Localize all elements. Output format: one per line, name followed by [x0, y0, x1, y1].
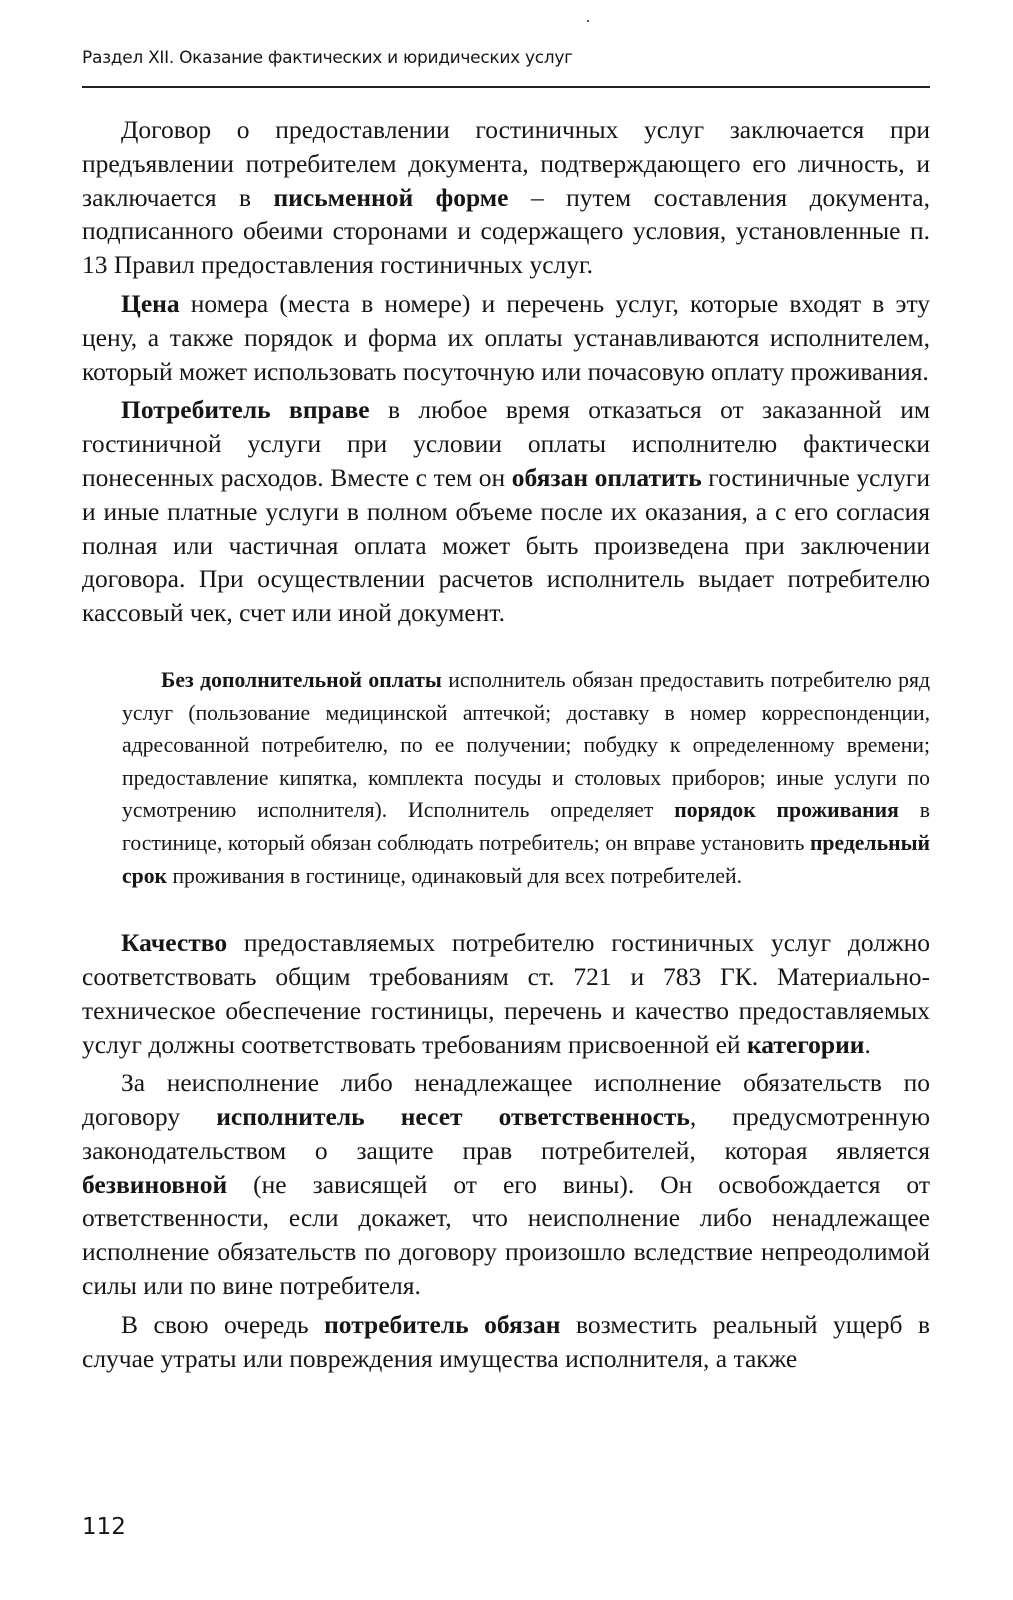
text-run: , предусмотренную законодательством о защите прав потребителей, которая является	[82, 1102, 930, 1165]
bold-term: письменной форме	[273, 182, 509, 212]
page-number: 112	[82, 1514, 126, 1540]
text-run: Договор о предоставлении гостиничных услуг заключается при предъявлении потребителем документа, подтверждающего его личность, и заключается в	[82, 115, 930, 212]
text-run: За неисполнение либо ненадлежащее исполнение обязательств по договору	[82, 1068, 930, 1132]
bold-term: обязан оплатить	[511, 462, 702, 492]
text-run: – путем составления документа, подписанного обеими сторонами и содержащего условия, установленные п. 13 Правил предоставления гостиничных услуг.	[82, 182, 930, 280]
paragraph	[82, 926, 930, 1061]
text-run: предоставляемых потребителю гостиничных услуг должно соответствовать общим требованиям ст. 721 и 783 ГК. Материально-техническое обеспечение гостиницы, перечень и качество предоставляемых услуг должны соответствовать требованиям присвоенной ей	[82, 928, 930, 1059]
bold-term: безвиновной	[82, 1169, 228, 1199]
bold-term: порядок проживания	[674, 798, 899, 823]
text-run: номера (места в номере) и перечень услуг, которые входят в эту цену, а также порядок и форма их оплаты устанавливаются исполнителем, который может использовать посуточную или почасовую оплату проживания.	[82, 288, 930, 386]
bold-term: потребитель обязан	[324, 1309, 561, 1339]
text-run: в любое время отказаться от заказанной им гостиничной услуги при условии оплаты исполнителю фактически понесенных расходов. Вместе с тем он	[82, 395, 930, 492]
bold-term: Без дополнительной оплаты	[161, 667, 442, 692]
bold-term: категории	[746, 1029, 865, 1059]
text-run: в гостинице, который обязан соблюдать потребитель; он вправе установить	[122, 798, 930, 855]
text-run: исполнитель обязан предоставить потребителю ряд услуг (пользование медицинской аптечкой; доставку в номер корреспонденции, адресованной потребителю, по ее получении; побудку к определенному времени; предоставление кипятка, комплекта посуды и столовых приборов; иные услуги по усмотрению исполнителя). Исполнитель определяет	[122, 667, 930, 823]
bold-term: исполнитель несет ответственность	[216, 1102, 690, 1132]
text-run: проживания в гостинице, одинаковый для всех потребителей.	[167, 863, 743, 888]
text-run: гостиничные услуги и иные платные услуги в полном объеме после их оказания, а с его согласия полная или частичная оплата может быть произведена при заключении договора. При осуществлении расчетов исполнитель выдает потребителю кассовый чек, счет или иной документ.	[82, 462, 931, 628]
bold-term: Качество	[121, 928, 228, 958]
paragraph	[82, 1066, 930, 1303]
text-run: (не зависящей от его вины). Он освобождается от ответственности, если докажет, что неисполнение либо ненадлежащее исполнение обязательств по договору произошло вследствие непреодолимой силы или по вине потребителя.	[82, 1169, 930, 1301]
bold-term: предельный срок	[122, 830, 930, 888]
scan-speck	[587, 20, 589, 22]
paragraph	[82, 393, 930, 630]
paragraph	[82, 113, 930, 282]
paragraph	[82, 1308, 930, 1376]
bold-term: Потребитель вправе	[121, 395, 370, 425]
bold-term: Цена	[121, 288, 180, 318]
text-run: .	[864, 1029, 871, 1059]
page-body	[82, 113, 930, 1380]
note-paragraph	[122, 664, 930, 892]
text-run: В свою очередь	[121, 1309, 325, 1339]
running-header: Раздел XII. Оказание фактических и юридических услуг	[82, 48, 573, 68]
header-rule	[82, 86, 930, 88]
paragraph	[82, 287, 930, 388]
text-run: возместить реальный ущерб в случае утраты или повреждения имущества исполнителя, а также	[82, 1309, 930, 1373]
